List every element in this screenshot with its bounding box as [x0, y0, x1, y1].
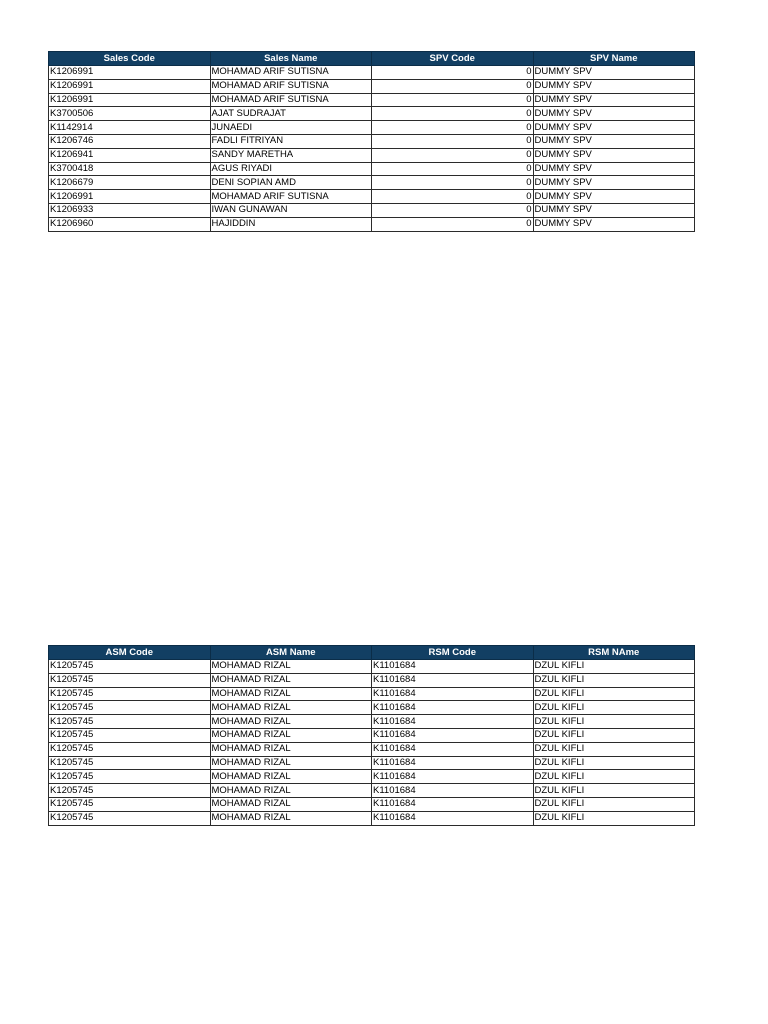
spv-code-cell: 0 [372, 79, 534, 93]
rsm-code-cell: K1101684 [372, 784, 534, 798]
rsm-code-cell: K1101684 [372, 728, 534, 742]
header-sales-name: Sales Name [210, 52, 372, 66]
rsm-name-cell: DZUL KIFLI [533, 660, 695, 674]
table-row [49, 797, 695, 811]
sales-code-cell: K1142914 [49, 121, 211, 135]
table-row [49, 66, 695, 80]
rsm-code-cell: K1101684 [372, 811, 534, 825]
rsm-code-cell: K1101684 [372, 673, 534, 687]
asm-name-cell: MOHAMAD RIZAL [210, 742, 372, 756]
spv-name-cell: DUMMY SPV [533, 66, 695, 80]
table-row [49, 121, 695, 135]
asm-name-cell: MOHAMAD RIZAL [210, 660, 372, 674]
table-row [49, 176, 695, 190]
spv-name-cell: DUMMY SPV [533, 107, 695, 121]
sales-code-cell: K1206746 [49, 134, 211, 148]
asm-code-cell: K1205745 [49, 797, 211, 811]
spv-name-cell: DUMMY SPV [533, 148, 695, 162]
asm-code-cell: K1205745 [49, 756, 211, 770]
sales-name-cell: SANDY MARETHA [210, 148, 372, 162]
header-asm-name: ASM Name [210, 646, 372, 660]
table-row [49, 134, 695, 148]
asm-name-cell: MOHAMAD RIZAL [210, 756, 372, 770]
asm-code-cell: K1205745 [49, 687, 211, 701]
asm-name-cell: MOHAMAD RIZAL [210, 797, 372, 811]
sales-spv-table-body [49, 66, 695, 232]
sales-name-cell: FADLI FITRIYAN [210, 134, 372, 148]
sales-name-cell: IWAN GUNAWAN [210, 203, 372, 217]
asm-name-cell: MOHAMAD RIZAL [210, 673, 372, 687]
header-asm-code: ASM Code [49, 646, 211, 660]
rsm-code-cell: K1101684 [372, 687, 534, 701]
spv-code-cell: 0 [372, 203, 534, 217]
header-spv-code: SPV Code [372, 52, 534, 66]
asm-code-cell: K1205745 [49, 728, 211, 742]
table-row [49, 190, 695, 204]
sales-name-cell: AGUS RIYADI [210, 162, 372, 176]
sales-code-cell: K1206991 [49, 190, 211, 204]
asm-code-cell: K1205745 [49, 742, 211, 756]
table-row [49, 660, 695, 674]
rsm-name-cell: DZUL KIFLI [533, 742, 695, 756]
sales-code-cell: K1206941 [49, 148, 211, 162]
table-row [49, 701, 695, 715]
sales-name-cell: MOHAMAD ARIF SUTISNA [210, 93, 372, 107]
sales-code-cell: K1206933 [49, 203, 211, 217]
asm-name-cell: MOHAMAD RIZAL [210, 701, 372, 715]
table-row [49, 217, 695, 231]
header-rsm-name: RSM NAme [533, 646, 695, 660]
table-row [49, 784, 695, 798]
table-row [49, 673, 695, 687]
asm-name-cell: MOHAMAD RIZAL [210, 770, 372, 784]
table-row [49, 687, 695, 701]
sales-code-cell: K3700418 [49, 162, 211, 176]
asm-name-cell: MOHAMAD RIZAL [210, 715, 372, 729]
sales-name-cell: MOHAMAD ARIF SUTISNA [210, 190, 372, 204]
spv-code-cell: 0 [372, 134, 534, 148]
rsm-code-cell: K1101684 [372, 756, 534, 770]
rsm-name-cell: DZUL KIFLI [533, 797, 695, 811]
table-row [49, 811, 695, 825]
sales-code-cell: K3700506 [49, 107, 211, 121]
spv-name-cell: DUMMY SPV [533, 190, 695, 204]
spv-name-cell: DUMMY SPV [533, 176, 695, 190]
rsm-name-cell: DZUL KIFLI [533, 756, 695, 770]
asm-name-cell: MOHAMAD RIZAL [210, 784, 372, 798]
rsm-code-cell: K1101684 [372, 770, 534, 784]
rsm-name-cell: DZUL KIFLI [533, 701, 695, 715]
table-row [49, 79, 695, 93]
rsm-code-cell: K1101684 [372, 797, 534, 811]
header-rsm-code: RSM Code [372, 646, 534, 660]
spv-name-cell: DUMMY SPV [533, 217, 695, 231]
rsm-name-cell: DZUL KIFLI [533, 811, 695, 825]
spv-name-cell: DUMMY SPV [533, 93, 695, 107]
spv-name-cell: DUMMY SPV [533, 162, 695, 176]
asm-code-cell: K1205745 [49, 770, 211, 784]
asm-rsm-table-body [49, 660, 695, 826]
table-row [49, 148, 695, 162]
spv-code-cell: 0 [372, 176, 534, 190]
spv-code-cell: 0 [372, 162, 534, 176]
asm-code-cell: K1205745 [49, 715, 211, 729]
asm-rsm-header-row [49, 646, 695, 660]
rsm-code-cell: K1101684 [372, 715, 534, 729]
spv-code-cell: 0 [372, 107, 534, 121]
table-row [49, 770, 695, 784]
asm-rsm-table [48, 645, 695, 826]
header-sales-code: Sales Code [49, 52, 211, 66]
asm-code-cell: K1205745 [49, 784, 211, 798]
table-row [49, 162, 695, 176]
spv-code-cell: 0 [372, 148, 534, 162]
sales-code-cell: K1206991 [49, 79, 211, 93]
rsm-name-cell: DZUL KIFLI [533, 687, 695, 701]
table-row [49, 742, 695, 756]
sales-code-cell: K1206991 [49, 93, 211, 107]
rsm-name-cell: DZUL KIFLI [533, 770, 695, 784]
sales-name-cell: MOHAMAD ARIF SUTISNA [210, 66, 372, 80]
asm-code-cell: K1205745 [49, 673, 211, 687]
table-row [49, 715, 695, 729]
sales-name-cell: DENI SOPIAN AMD [210, 176, 372, 190]
rsm-name-cell: DZUL KIFLI [533, 673, 695, 687]
rsm-code-cell: K1101684 [372, 701, 534, 715]
table-row [49, 756, 695, 770]
asm-code-cell: K1205745 [49, 701, 211, 715]
rsm-name-cell: DZUL KIFLI [533, 715, 695, 729]
asm-code-cell: K1205745 [49, 660, 211, 674]
table-row [49, 728, 695, 742]
asm-name-cell: MOHAMAD RIZAL [210, 811, 372, 825]
spv-name-cell: DUMMY SPV [533, 79, 695, 93]
asm-name-cell: MOHAMAD RIZAL [210, 728, 372, 742]
rsm-name-cell: DZUL KIFLI [533, 728, 695, 742]
asm-code-cell: K1205745 [49, 811, 211, 825]
sales-code-cell: K1206991 [49, 66, 211, 80]
sales-name-cell: MOHAMAD ARIF SUTISNA [210, 79, 372, 93]
sales-name-cell: JUNAEDI [210, 121, 372, 135]
rsm-code-cell: K1101684 [372, 742, 534, 756]
table-row [49, 203, 695, 217]
sales-code-cell: K1206679 [49, 176, 211, 190]
sales-spv-table [48, 51, 695, 232]
sales-name-cell: AJAT SUDRAJAT [210, 107, 372, 121]
spv-name-cell: DUMMY SPV [533, 203, 695, 217]
spv-code-cell: 0 [372, 93, 534, 107]
sales-name-cell: HAJIDDIN [210, 217, 372, 231]
rsm-code-cell: K1101684 [372, 660, 534, 674]
asm-name-cell: MOHAMAD RIZAL [210, 687, 372, 701]
rsm-name-cell: DZUL KIFLI [533, 784, 695, 798]
sales-spv-header-row [49, 52, 695, 66]
spv-code-cell: 0 [372, 217, 534, 231]
header-spv-name: SPV Name [533, 52, 695, 66]
sales-code-cell: K1206960 [49, 217, 211, 231]
spv-name-cell: DUMMY SPV [533, 134, 695, 148]
spv-name-cell: DUMMY SPV [533, 121, 695, 135]
spv-code-cell: 0 [372, 66, 534, 80]
table-row [49, 107, 695, 121]
table-row [49, 93, 695, 107]
spv-code-cell: 0 [372, 121, 534, 135]
spv-code-cell: 0 [372, 190, 534, 204]
